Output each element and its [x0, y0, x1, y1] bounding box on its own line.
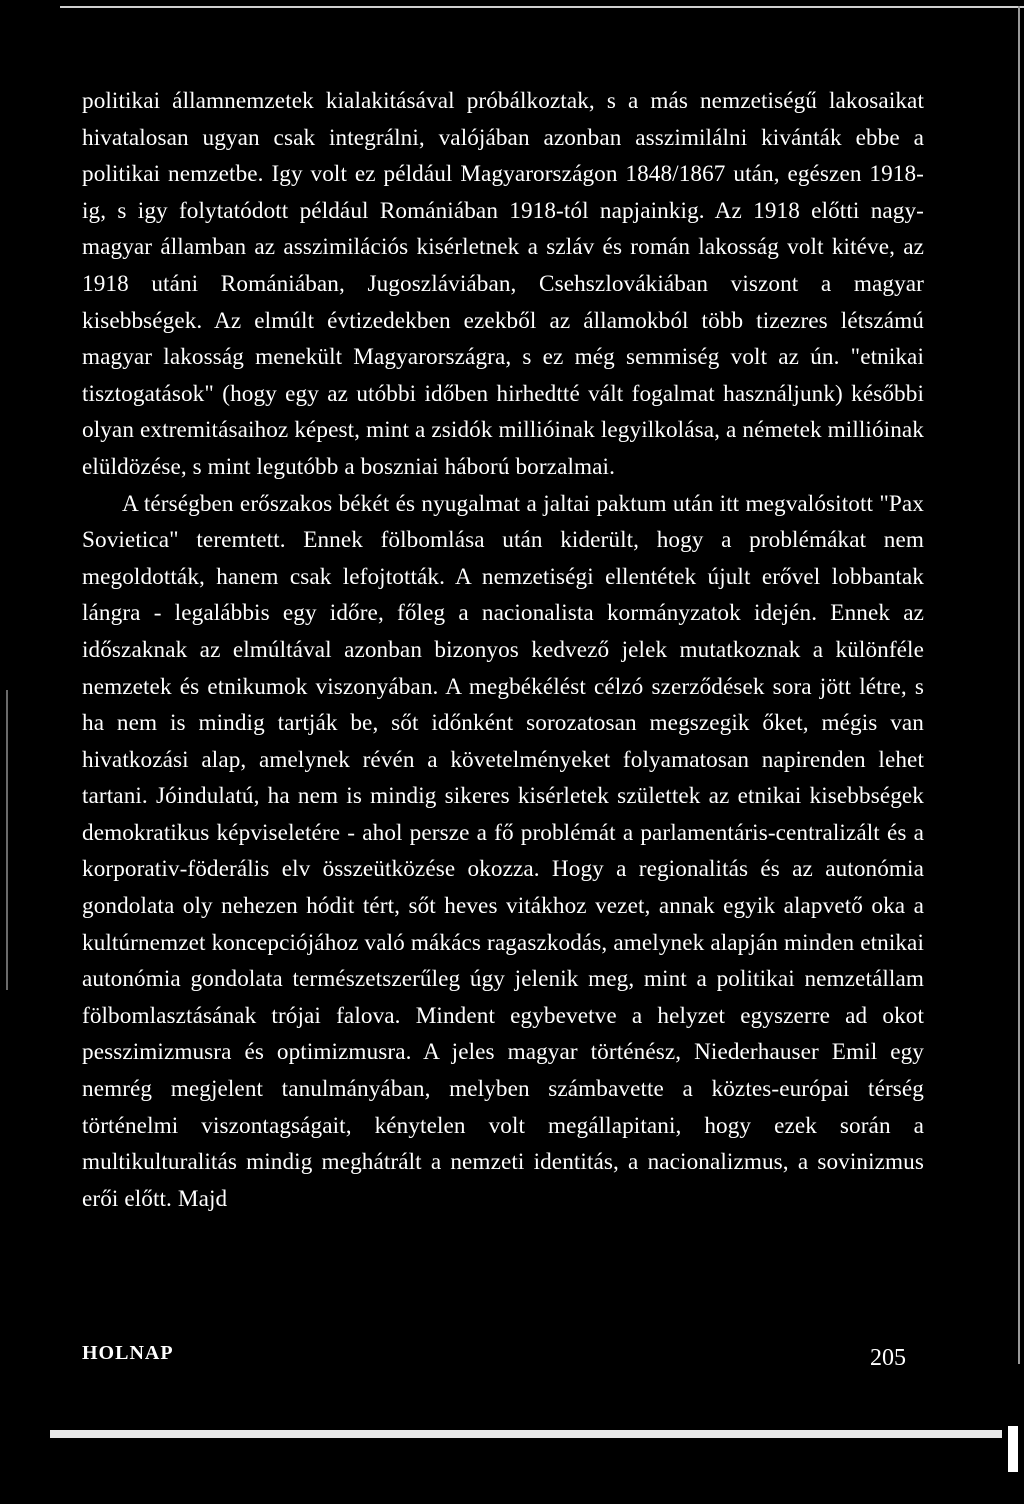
scan-artifact-block — [1008, 1426, 1018, 1472]
scan-artifact-bar — [50, 1430, 1002, 1438]
body-text — [82, 83, 924, 1217]
scan-edge-left — [6, 690, 8, 990]
journal-title: HOLNAP — [82, 1342, 174, 1364]
paragraph: A térségben erőszakos békét és nyugalmat a jaltai paktum után itt megvalósitott "Pax Sovietica" teremtett. Ennek fölbomlása után kiderült, hogy a problémákat nem megoldották, hanem csak lefojtották. A nemzetiségi ellentétek újult erővel lobbantak lángra - legalábbis egy időre, főleg a nacionalista kormányzatok idején. Ennek az időszaknak az elmúltával azonban bizonyos kedvező jelek mutatkoznak a különféle nemzetek és etnikumok viszonyában. A megbékélést célzó szerződések sora jött létre, s ha nem is mindig tartják be, sőt időnként sorozatosan megszegik őket, mégis van hivatkozási alap, amelynek révén a követelményeket folyamatosan napirenden lehet tartani. Jóindulatú, ha nem is mindig sikeres kisérletek születtek az etnikai kisebbségek demokratikus képviseletére - ahol persze a fő problémát a parlamentáris-centralizált és a korporativ-föderális elv összeütközése okozza. Hogy a regionalitás és az autonómia gondolata oly nehezen hódit tért, sőt heves vitákhoz vezet, annak egyik alapvető oka a kultúrnemzet koncepciójához való mákács ragaszkodás, amelynek alapján minden etnikai autonómia gondolata természetszerűleg úgy jelenik meg, mint a politikai nemzetállam fölbomlasztásának trójai falova. Mindent egybevetve a helyzet egyszerre ad okot pesszimizmusra és optimizmusra. A jeles magyar történész, Niederhauser Emil egy nemrég megjelent tanulmányában, melyben számbavette a köztes-európai térség történelmi viszontagságait, kénytelen volt megállapitani, hogy ezek során a multikulturalitás mindig meghátrált a nemzeti identitás, a nacionalizmus, a sovinizmus erői előtt. Majd — [82, 490, 924, 1212]
scan-edge-right — [1018, 6, 1020, 1364]
scan-edge-top — [60, 6, 1024, 8]
page-number: 205 — [870, 1345, 906, 1371]
paragraph: politikai államnemzetek kialakitásával próbálkoztak, s a más nemzetiségű lakosaikat hivatalosan ugyan csak integrálni, valójában azonban asszimilálni kivánták ebbe a politikai nemzetbe. Igy volt ez például Magyarországon 1848/1867 után, egészen 1918-ig, s igy folytatódott például Romániában 1918-tól napjainkig. Az 1918 előtti nagy-magyar államban az asszimilációs kisérletnek a szláv és román lakosság volt kitéve, az 1918 utáni Romániában, Jugoszláviában, Csehszlovákiában viszont a magyar kisebbségek. Az elmúlt évtizedekben ezekből az államokból több tizezres létszámú magyar lakosság menekült Magyarországra, s ez még semmiség volt az ún. "etnikai tisztogatások" (hogy egy az utóbbi időben hirhedtté vált fogalmat használjunk) későbbi olyan extremitásaihoz képest, mint a zsidók millióinak legyilkolása, a németek millióinak elüldözése, s mint legutóbb a boszniai háború borzalmai. — [82, 88, 924, 480]
